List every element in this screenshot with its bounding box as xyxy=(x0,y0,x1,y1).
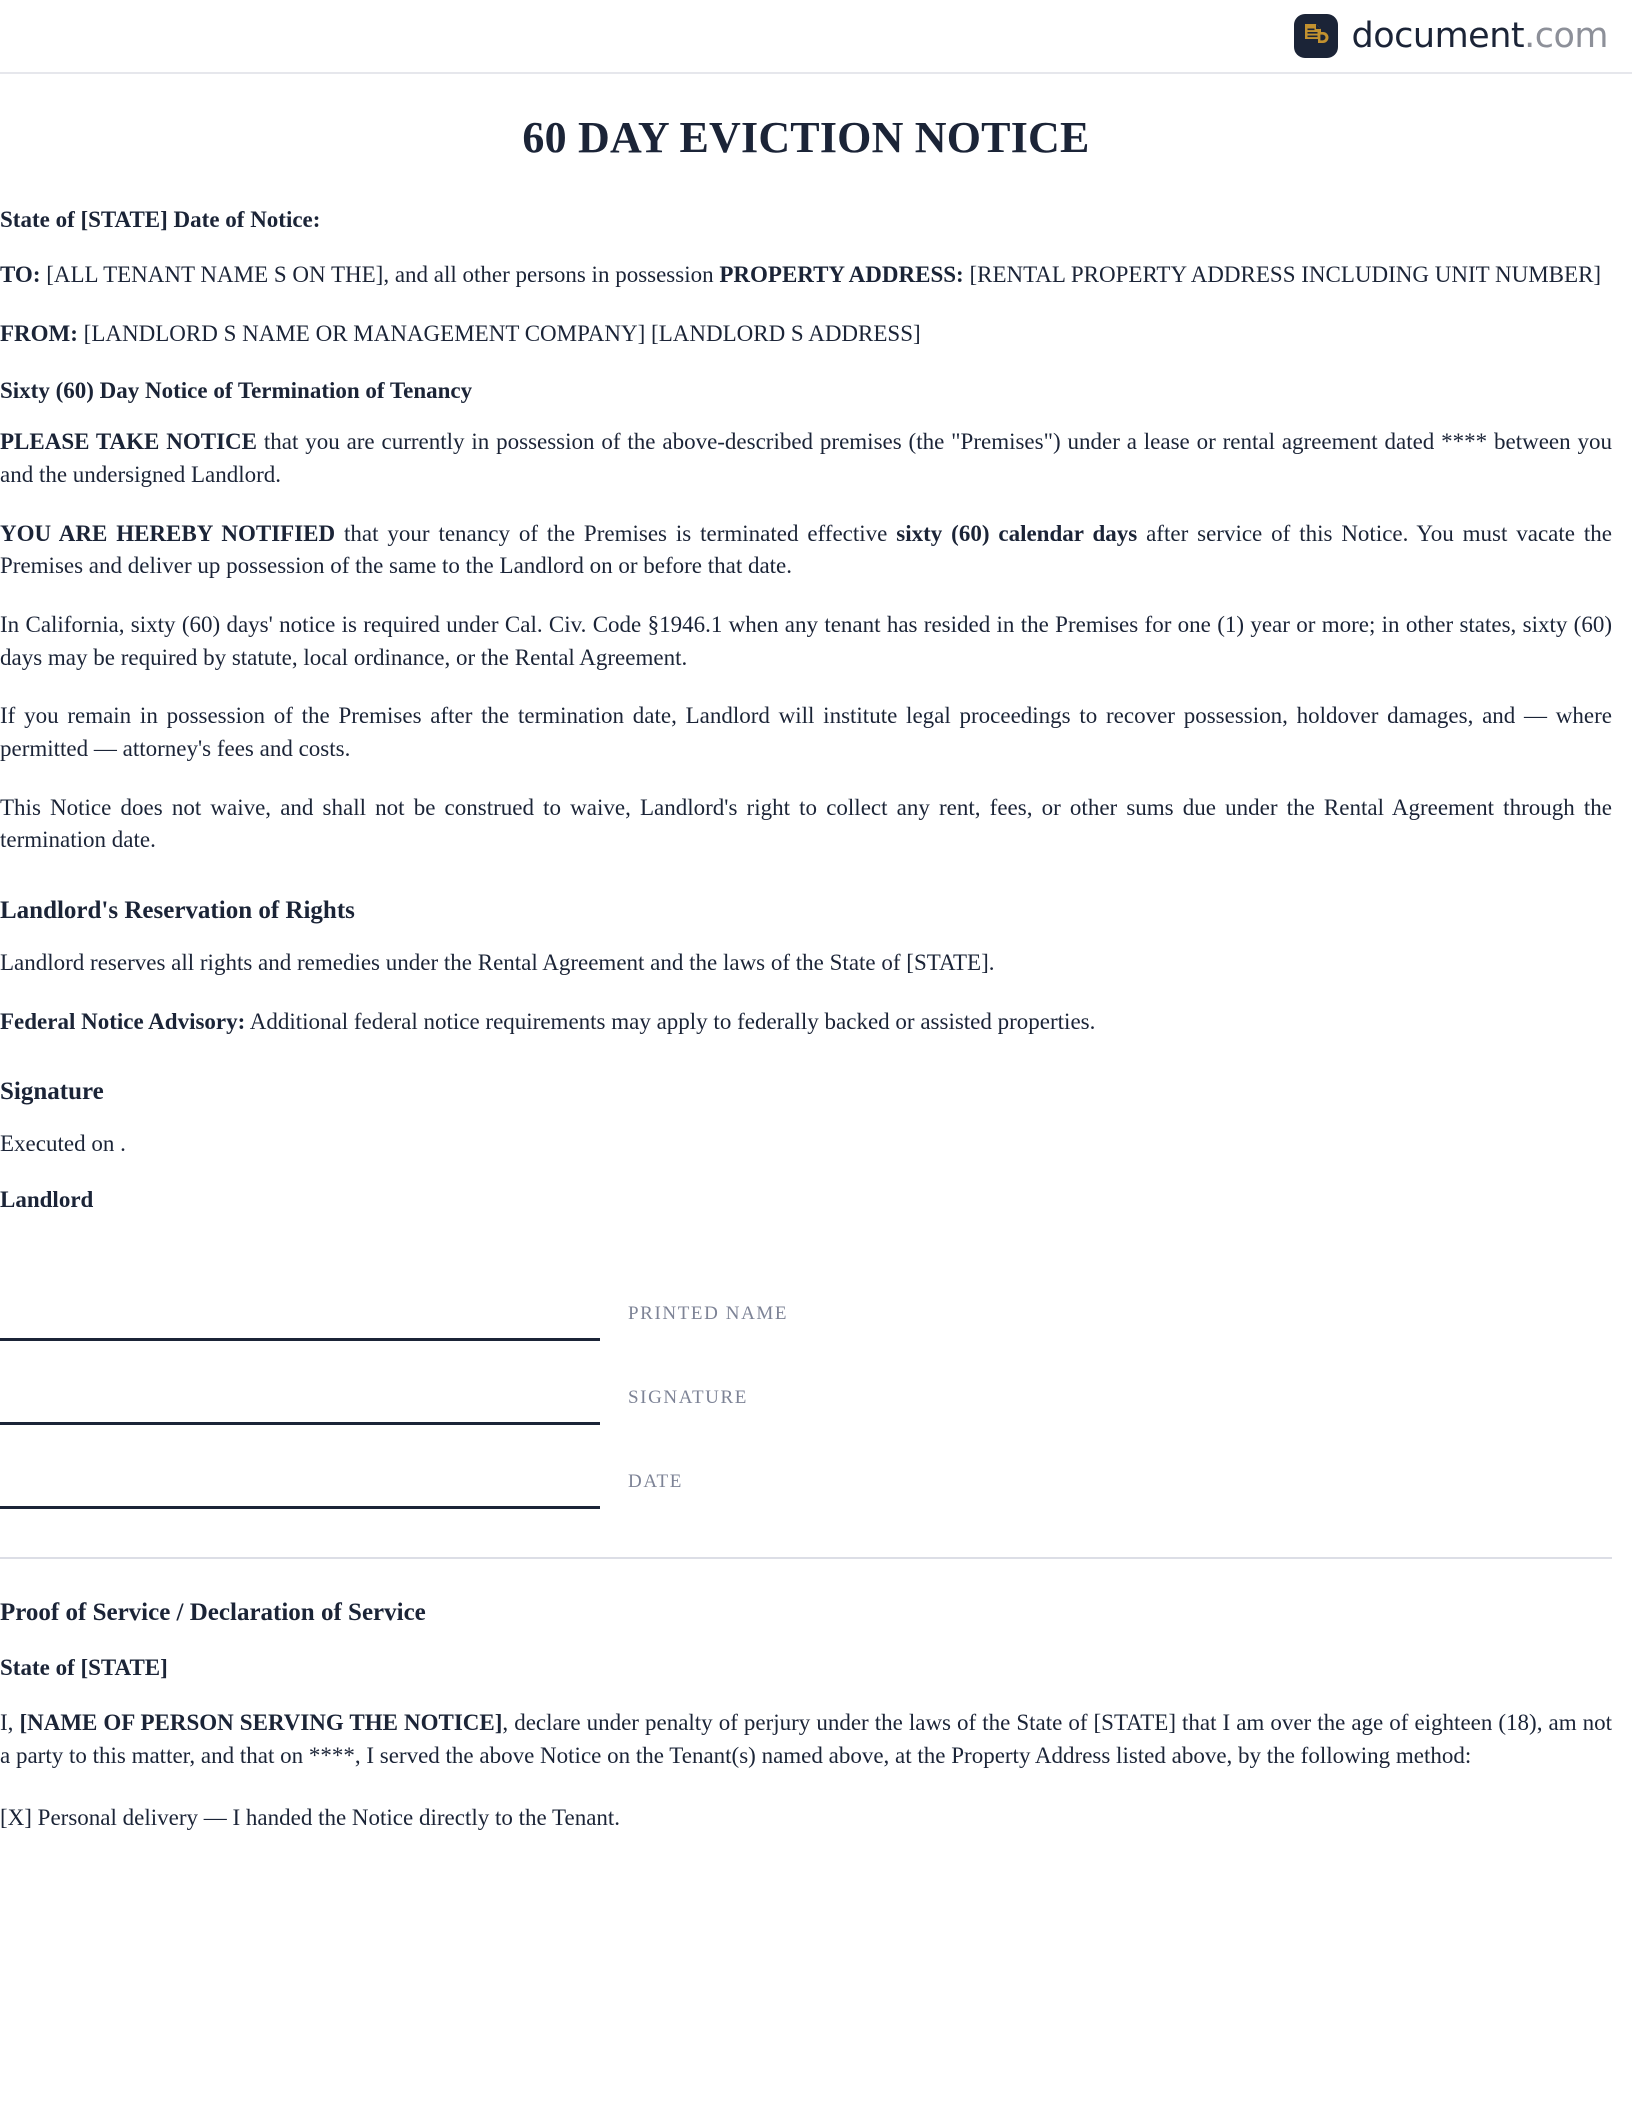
federal-notice-advisory-paragraph xyxy=(0,1006,1612,1039)
service-method-list xyxy=(0,1802,1612,1835)
proof-of-service-state-line: State of [STATE] xyxy=(0,1654,168,1680)
property-address-value: [RENTAL PROPERTY ADDRESS INCLUDING UNIT NUMBER] xyxy=(963,262,1602,287)
no-waiver-paragraph: This Notice does not waive, and shall not be construed to waive, Landlord's right to collect any rent, fees, or other sums due under the Rental Agreement through the termination date. xyxy=(0,794,1612,853)
signature-label: SIGNATURE xyxy=(628,1386,748,1408)
signature-section-heading: Signature xyxy=(0,1078,104,1106)
document-page xyxy=(0,112,1632,1835)
state-and-date-line: State of [STATE] Date of Notice: xyxy=(0,207,321,232)
holdover-paragraph: If you remain in possession of the Premises after the termination date, Landlord will institute legal proceedings to recover possession, holdover damages, and — where permitted — attorney's fees and costs. xyxy=(0,703,1612,761)
page-title: 60 DAY EVICTION NOTICE xyxy=(522,113,1090,162)
proof-of-service-heading: Proof of Service / Declaration of Service xyxy=(0,1598,426,1626)
signature-row xyxy=(0,1341,1612,1425)
from-value: [LANDLORD S NAME OR MANAGEMENT COMPANY] [LANDLORD S ADDRESS] xyxy=(77,320,921,346)
date-input-line[interactable] xyxy=(0,1425,600,1509)
hereby-notified-body: after service of this Notice. You must vacate the Premises and deliver up possession of the same to the Landlord on or before that date. xyxy=(0,520,1612,579)
federal-notice-advisory-label: Federal Notice Advisory: xyxy=(0,1008,246,1034)
printed-name-row xyxy=(0,1257,1612,1341)
document-logo-icon xyxy=(1294,14,1338,58)
brand-header-bar xyxy=(0,0,1632,74)
from-paragraph xyxy=(0,318,1612,351)
date-label: DATE xyxy=(628,1470,683,1492)
property-address-label: PROPERTY ADDRESS: xyxy=(719,262,964,287)
brand-name-primary: document xyxy=(1351,15,1525,56)
federal-notice-advisory-body: Additional federal notice requirements may apply to federally backed or assisted properties. xyxy=(245,1008,1096,1034)
signature-input-line[interactable] xyxy=(0,1341,600,1425)
to-paragraph xyxy=(0,259,1612,292)
please-take-notice-paragraph xyxy=(0,426,1612,491)
reservation-of-rights-heading: Landlord's Reservation of Rights xyxy=(0,896,355,924)
california-statute-paragraph: In California, sixty (60) days' notice is required under Cal. Civ. Code §1946.1 when any tenant has resided in the Premises for one (1) year or more; in other states, sixty (60) days may be required by statute, local ordinance, or the Rental Agreement. xyxy=(0,611,1612,670)
declaration-prefix: I, xyxy=(0,1709,20,1735)
to-value: [ALL TENANT NAME S ON THE], and all other persons in possession xyxy=(40,262,720,287)
declaration-body: , declare under penalty of perjury under the laws of the State of [STATE] that I am over the age of eighteen (18), am not a party to this matter, and that on ****, I served the above Notice on the Tenant(s) named above, at the Property Address listed above, by the following method: xyxy=(0,1709,1612,1768)
executed-on-line: Executed on . xyxy=(0,1131,126,1157)
list-item[interactable]: [X] Personal delivery — I handed the Notice directly to the Tenant. xyxy=(0,1805,621,1831)
please-take-notice-body: that you are currently in possession of the above-described premises (the "Premises") under a lease or rental agreement dated **** between you and the undersigned Landlord. xyxy=(0,429,1612,487)
section-divider xyxy=(0,1557,1612,1559)
printed-name-label: PRINTED NAME xyxy=(628,1302,789,1324)
hereby-notified-mid: that your tenancy of the Premises is terminated effective xyxy=(335,520,897,546)
from-label: FROM: xyxy=(0,320,78,346)
brand-name-secondary: .com xyxy=(1524,15,1608,56)
printed-name-input-line[interactable] xyxy=(0,1257,600,1341)
hereby-notified-paragraph xyxy=(0,518,1612,583)
brand-name xyxy=(1351,15,1608,56)
landlord-party-label: Landlord xyxy=(0,1186,94,1212)
reservation-of-rights-body: Landlord reserves all rights and remedies under the Rental Agreement and the laws of the State of [STATE]. xyxy=(0,949,995,975)
declaration-server-name: [NAME OF PERSON SERVING THE NOTICE] xyxy=(19,1709,503,1735)
calendar-days-emphasis: sixty (60) calendar days xyxy=(896,520,1138,546)
date-row xyxy=(0,1425,1612,1509)
notice-of-termination-heading: Sixty (60) Day Notice of Termination of Tenancy xyxy=(0,378,473,404)
declaration-paragraph xyxy=(0,1707,1612,1772)
to-label: TO: xyxy=(0,262,41,287)
please-take-notice-lead: PLEASE TAKE NOTICE xyxy=(0,429,257,455)
hereby-notified-lead: YOU ARE HEREBY NOTIFIED xyxy=(0,520,336,546)
signature-lines-block xyxy=(0,1257,1612,1509)
brand-logo[interactable] xyxy=(1294,14,1608,58)
